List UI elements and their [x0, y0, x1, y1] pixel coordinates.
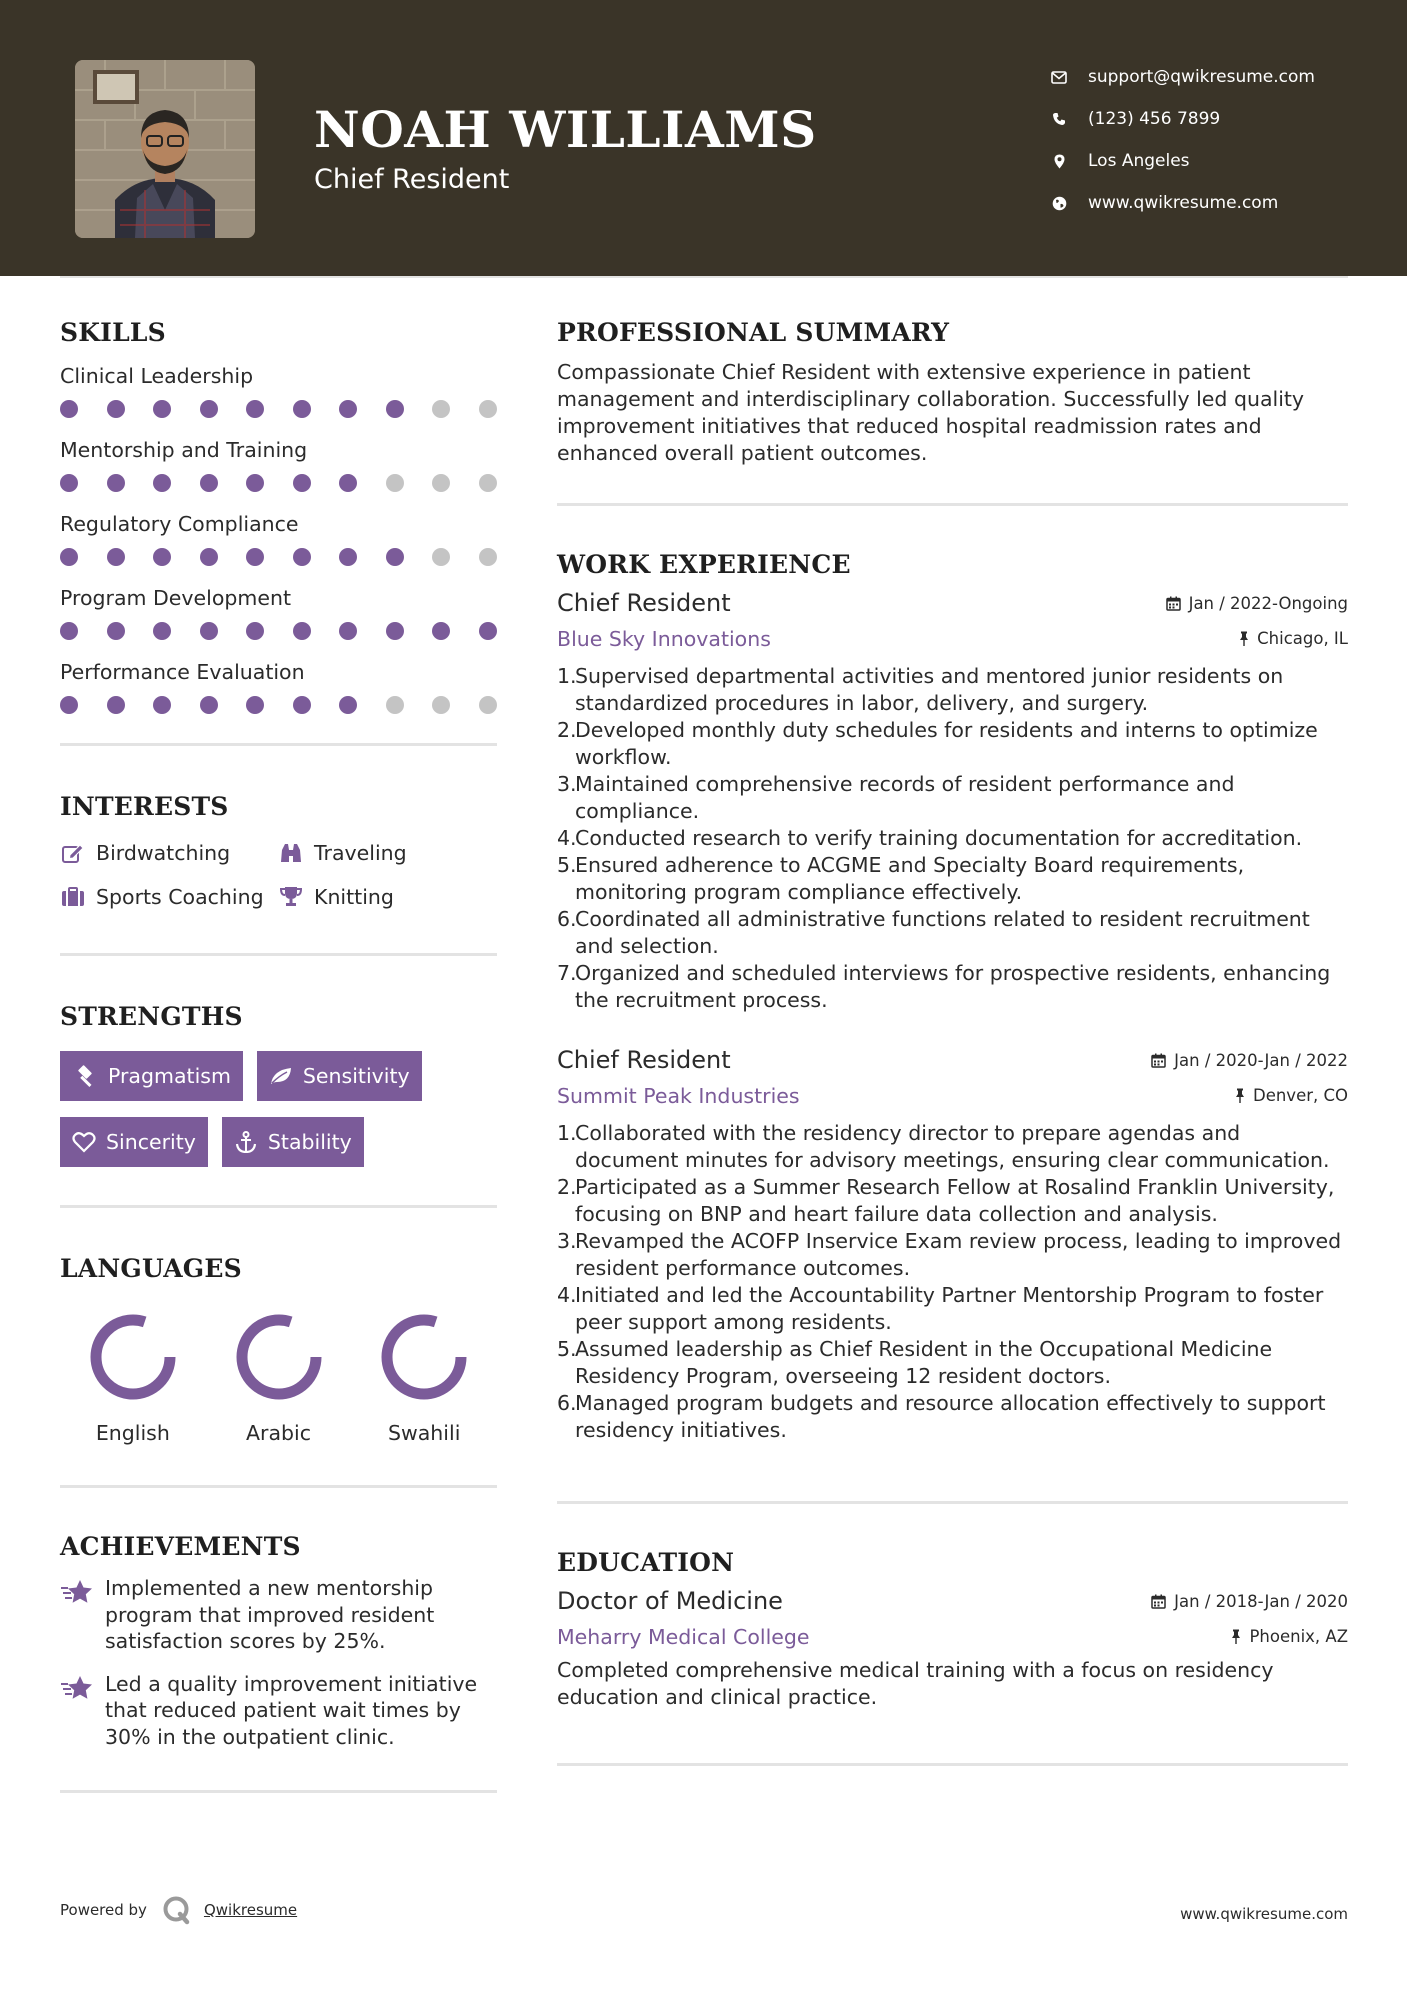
- achievement-item: [60, 1671, 497, 1751]
- skill-rating: [60, 465, 497, 510]
- achievement-text: Led a quality improvement initiative that reduced patient wait times by 30% in the outpatient clinic.: [105, 1671, 478, 1749]
- right-column: [557, 318, 1348, 1766]
- skill-item: [60, 362, 497, 436]
- contact-website-text: www.qwikresume.com: [1088, 193, 1279, 213]
- rating-dot-filled: [479, 622, 497, 640]
- languages-heading: LANGUAGES: [60, 1254, 242, 1283]
- language-item: [351, 1311, 497, 1445]
- bullet-number: 3.: [557, 772, 577, 796]
- skill-rating: [60, 687, 497, 732]
- job-bullet: [557, 825, 1348, 852]
- bullet-number: 6.: [557, 907, 577, 931]
- bullet-number: 6.: [557, 1391, 577, 1415]
- rating-dot-filled: [200, 622, 218, 640]
- job-bullet: [557, 1174, 1348, 1228]
- leaf-icon: [269, 1064, 293, 1088]
- rating-dot-empty: [479, 548, 497, 566]
- rating-dot-empty: [479, 474, 497, 492]
- rating-dot-filled: [200, 548, 218, 566]
- job-bullet: [557, 1390, 1348, 1444]
- bullet-text: Supervised departmental activities and mentored junior residents on standardized procedures in labor, delivery, and surgery.: [575, 664, 1284, 715]
- skill-name: Program Development: [60, 586, 292, 610]
- interest-label: Birdwatching: [96, 841, 231, 865]
- rating-dot-filled: [386, 400, 404, 418]
- rating-dot-filled: [107, 696, 125, 714]
- skill-item: [60, 510, 497, 584]
- job-title: Chief Resident: [557, 589, 731, 617]
- rating-dot-filled: [60, 474, 78, 492]
- bullet-number: 2.: [557, 1175, 577, 1199]
- skill-item: [60, 436, 497, 510]
- candidate-title: Chief Resident: [314, 164, 510, 195]
- bullet-number: 1.: [557, 664, 577, 688]
- skill-name: Performance Evaluation: [60, 660, 305, 684]
- qwikresume-logo-icon: [162, 1895, 192, 1925]
- bullet-number: 1.: [557, 1121, 577, 1145]
- calendar-icon: [1151, 1594, 1166, 1609]
- school-name: Meharry Medical College: [557, 1625, 810, 1649]
- contact-phone[interactable]: [1050, 98, 1315, 140]
- contact-list: [1050, 56, 1315, 224]
- section-divider: [60, 1790, 497, 1793]
- language-name: English: [95, 1421, 170, 1445]
- rating-dot-filled: [339, 474, 357, 492]
- job-bullets: [557, 663, 1348, 1014]
- header-divider: [60, 276, 1348, 278]
- job-bullet: [557, 1282, 1348, 1336]
- bullet-text: Organized and scheduled interviews for prospective residents, enhancing the recruitment process.: [575, 961, 1331, 1012]
- rating-dot-filled: [60, 548, 78, 566]
- job-title: Chief Resident: [557, 1046, 731, 1074]
- powered-by-text: Powered by: [60, 1901, 147, 1919]
- bullet-number: 4.: [557, 1283, 577, 1307]
- language-name: Arabic: [246, 1421, 311, 1445]
- resume-header: [0, 0, 1407, 276]
- achievement-item: [60, 1575, 497, 1655]
- trophy-icon: [278, 885, 304, 909]
- strength-tag: [257, 1051, 422, 1101]
- calendar-icon: [1151, 1053, 1166, 1068]
- achievements-heading: ACHIEVEMENTS: [60, 1532, 301, 1561]
- company-name: Blue Sky Innovations: [557, 627, 771, 651]
- skill-rating: [60, 613, 497, 658]
- rating-dot-filled: [339, 400, 357, 418]
- job-dates: Jan / 2022-Ongoing: [1166, 594, 1348, 613]
- education-heading: EDUCATION: [557, 1548, 735, 1577]
- skill-name: Clinical Leadership: [60, 364, 254, 388]
- bullet-text: Maintained comprehensive records of resident performance and compliance.: [575, 772, 1235, 823]
- strength-tag: [222, 1117, 364, 1167]
- job-bullet: [557, 960, 1348, 1014]
- bullet-text: Developed monthly duty schedules for residents and interns to optimize workflow.: [575, 718, 1318, 769]
- rating-dot-filled: [339, 696, 357, 714]
- section-divider: [557, 1763, 1348, 1766]
- bullet-number: 4.: [557, 826, 577, 850]
- bullet-text: Ensured adherence to ACGME and Specialty Board requirements, monitoring program compliance effectively.: [575, 853, 1245, 904]
- summary-text: Compassionate Chief Resident with extensive experience in patient management and interdisciplinary collaboration. Successfully led quality improvement initiatives that reduced hospital readmission rates and enhanced overall patient outcomes.: [557, 360, 1305, 465]
- rating-dot-filled: [60, 400, 78, 418]
- rating-dot-empty: [432, 400, 450, 418]
- skill-name: Regulatory Compliance: [60, 512, 299, 536]
- rating-dot-filled: [246, 622, 264, 640]
- footer-powered-by: [60, 1895, 297, 1925]
- job-entry: [557, 1046, 1348, 1444]
- footer-website[interactable]: www.qwikresume.com: [1180, 1905, 1348, 1923]
- qwikresume-brand-link[interactable]: Qwikresume: [203, 1901, 298, 1919]
- education-location: Phoenix, AZ: [1231, 1627, 1348, 1646]
- section-divider: [60, 1205, 497, 1208]
- skills-list: [60, 362, 497, 732]
- degree-title: Doctor of Medicine: [557, 1587, 783, 1615]
- gavel-icon: [74, 1064, 98, 1088]
- job-bullet: [557, 771, 1348, 825]
- rating-dot-filled: [107, 548, 125, 566]
- bullet-text: Collaborated with the residency director to prepare agendas and document minutes for advisory meetings, ensuring clear communication.: [575, 1121, 1330, 1172]
- profile-photo: [75, 60, 255, 238]
- section-divider: [60, 953, 497, 956]
- rating-dot-empty: [432, 548, 450, 566]
- rating-dot-empty: [386, 696, 404, 714]
- phone-icon: [1050, 110, 1068, 128]
- strength-label: Sincerity: [106, 1130, 196, 1154]
- interest-item: [278, 839, 497, 867]
- section-divider: [60, 743, 497, 746]
- rating-dot-filled: [153, 696, 171, 714]
- star-icon: [60, 1575, 94, 1655]
- pencil-square-icon: [60, 841, 86, 865]
- bullet-text: Revamped the ACOFP Inservice Exam review process, leading to improved resident performance outcomes.: [575, 1229, 1342, 1280]
- interest-item: [278, 883, 497, 911]
- rating-dot-filled: [107, 474, 125, 492]
- globe-icon: [1050, 194, 1068, 212]
- rating-dot-filled: [339, 548, 357, 566]
- skills-heading: SKILLS: [60, 318, 166, 347]
- job-bullet: [557, 717, 1348, 771]
- pushpin-icon: [1235, 1088, 1245, 1103]
- interest-label: Traveling: [314, 841, 407, 865]
- bullet-number: 5.: [557, 1337, 577, 1361]
- job-bullet: [557, 1228, 1348, 1282]
- language-name: Swahili: [387, 1421, 461, 1445]
- section-divider: [60, 1485, 497, 1488]
- rating-dot-filled: [293, 622, 311, 640]
- contact-email[interactable]: [1050, 56, 1315, 98]
- interest-label: Sports Coaching: [96, 885, 264, 909]
- contact-phone-text: (123) 456 7899: [1088, 109, 1221, 129]
- contact-location: [1050, 140, 1315, 182]
- bullet-text: Conducted research to verify training documentation for accreditation.: [575, 826, 1303, 850]
- rating-dot-empty: [479, 400, 497, 418]
- company-name: Summit Peak Industries: [557, 1084, 800, 1108]
- briefcase-icon: [60, 885, 86, 909]
- education-dates: Jan / 2018-Jan / 2020: [1151, 1592, 1348, 1611]
- language-item: [60, 1311, 206, 1445]
- pushpin-icon: [1239, 631, 1249, 646]
- rating-dot-filled: [293, 548, 311, 566]
- job-bullets: [557, 1120, 1348, 1444]
- rating-dot-filled: [432, 622, 450, 640]
- strength-tag: [60, 1051, 243, 1101]
- job-bullet: [557, 1336, 1348, 1390]
- language-level-ring: [378, 1311, 470, 1403]
- job-entry: [557, 589, 1348, 1014]
- rating-dot-empty: [386, 474, 404, 492]
- binoculars-icon: [278, 841, 304, 865]
- contact-email-text: support@qwikresume.com: [1088, 67, 1315, 87]
- achievements-list: [60, 1575, 497, 1750]
- bullet-text: Participated as a Summer Research Fellow at Rosalind Franklin University, focusing on BNP and heart failure data collection and analysis.: [575, 1175, 1335, 1226]
- skill-name: Mentorship and Training: [60, 438, 308, 462]
- section-divider: [557, 503, 1348, 506]
- skill-item: [60, 658, 497, 732]
- rating-dot-filled: [293, 696, 311, 714]
- profile-photo-illustration: [75, 60, 255, 238]
- rating-dot-filled: [60, 696, 78, 714]
- candidate-name: NOAH WILLIAMS: [314, 100, 817, 159]
- rating-dot-filled: [293, 400, 311, 418]
- job-location: Denver, CO: [1235, 1086, 1348, 1105]
- language-item: [206, 1311, 352, 1445]
- rating-dot-filled: [200, 400, 218, 418]
- rating-dot-filled: [153, 474, 171, 492]
- summary-heading: PROFESSIONAL SUMMARY: [557, 318, 950, 347]
- rating-dot-filled: [339, 622, 357, 640]
- calendar-icon: [1166, 596, 1181, 611]
- bullet-number: 3.: [557, 1229, 577, 1253]
- heart-icon: [72, 1130, 96, 1154]
- language-level-ring: [233, 1311, 325, 1403]
- jobs-list: [557, 589, 1348, 1444]
- rating-dot-filled: [60, 622, 78, 640]
- strength-label: Pragmatism: [108, 1064, 231, 1088]
- strength-label: Sensitivity: [302, 1064, 410, 1088]
- bullet-number: 5.: [557, 853, 577, 877]
- rating-dot-empty: [479, 696, 497, 714]
- job-bullet: [557, 663, 1348, 717]
- map-pin-icon: [1050, 152, 1068, 170]
- rating-dot-filled: [246, 400, 264, 418]
- achievement-text: Implemented a new mentorship program that improved resident satisfaction scores by 25%.: [105, 1576, 435, 1653]
- interest-label: Knitting: [314, 885, 394, 909]
- bullet-text: Managed program budgets and resource allocation effectively to support residency initiatives.: [575, 1391, 1326, 1442]
- rating-dot-filled: [153, 548, 171, 566]
- skill-rating: [60, 539, 497, 584]
- star-icon: [60, 1671, 94, 1751]
- job-bullet: [557, 1120, 1348, 1174]
- languages-list: [60, 1311, 497, 1445]
- bullet-number: 2.: [557, 718, 577, 742]
- bullet-text: Assumed leadership as Chief Resident in the Occupational Medicine Residency Program, overseeing 12 resident doctors.: [575, 1337, 1273, 1388]
- rating-dot-filled: [293, 474, 311, 492]
- rating-dot-empty: [432, 474, 450, 492]
- job-bullet: [557, 852, 1348, 906]
- strengths-list: [60, 1051, 497, 1167]
- rating-dot-filled: [200, 474, 218, 492]
- strength-tag: [60, 1117, 208, 1167]
- strength-label: Stability: [267, 1130, 352, 1154]
- anchor-icon: [234, 1130, 258, 1154]
- skill-item: [60, 584, 497, 658]
- rating-dot-filled: [107, 400, 125, 418]
- interest-item: [60, 883, 278, 911]
- rating-dot-empty: [432, 696, 450, 714]
- job-dates: Jan / 2020-Jan / 2022: [1151, 1051, 1348, 1070]
- interests-list: [60, 839, 497, 911]
- contact-location-text: Los Angeles: [1088, 151, 1190, 171]
- contact-website[interactable]: [1050, 182, 1315, 224]
- rating-dot-filled: [246, 696, 264, 714]
- rating-dot-filled: [386, 622, 404, 640]
- skill-rating: [60, 391, 497, 436]
- strengths-heading: STRENGTHS: [60, 1002, 243, 1031]
- rating-dot-filled: [107, 622, 125, 640]
- section-divider: [557, 1501, 1348, 1504]
- rating-dot-filled: [153, 622, 171, 640]
- education-entry: [557, 1587, 1348, 1711]
- interests-heading: INTERESTS: [60, 792, 229, 821]
- bullet-text: Initiated and led the Accountability Partner Mentorship Program to foster peer support among residents.: [575, 1283, 1324, 1334]
- rating-dot-filled: [246, 548, 264, 566]
- interest-item: [60, 839, 278, 867]
- language-level-ring: [87, 1311, 179, 1403]
- job-bullet: [557, 906, 1348, 960]
- pushpin-icon: [1231, 1629, 1241, 1644]
- education-text: Completed comprehensive medical training with a focus on residency education and clinical practice.: [557, 1658, 1274, 1709]
- job-location: Chicago, IL: [1239, 629, 1348, 648]
- experience-heading: WORK EXPERIENCE: [557, 550, 851, 579]
- bullet-text: Coordinated all administrative functions related to resident recruitment and selection.: [575, 907, 1310, 958]
- rating-dot-filled: [200, 696, 218, 714]
- rating-dot-filled: [246, 474, 264, 492]
- envelope-icon: [1050, 68, 1068, 86]
- rating-dot-filled: [386, 548, 404, 566]
- rating-dot-filled: [153, 400, 171, 418]
- bullet-number: 7.: [557, 961, 577, 985]
- left-column: [60, 318, 497, 1793]
